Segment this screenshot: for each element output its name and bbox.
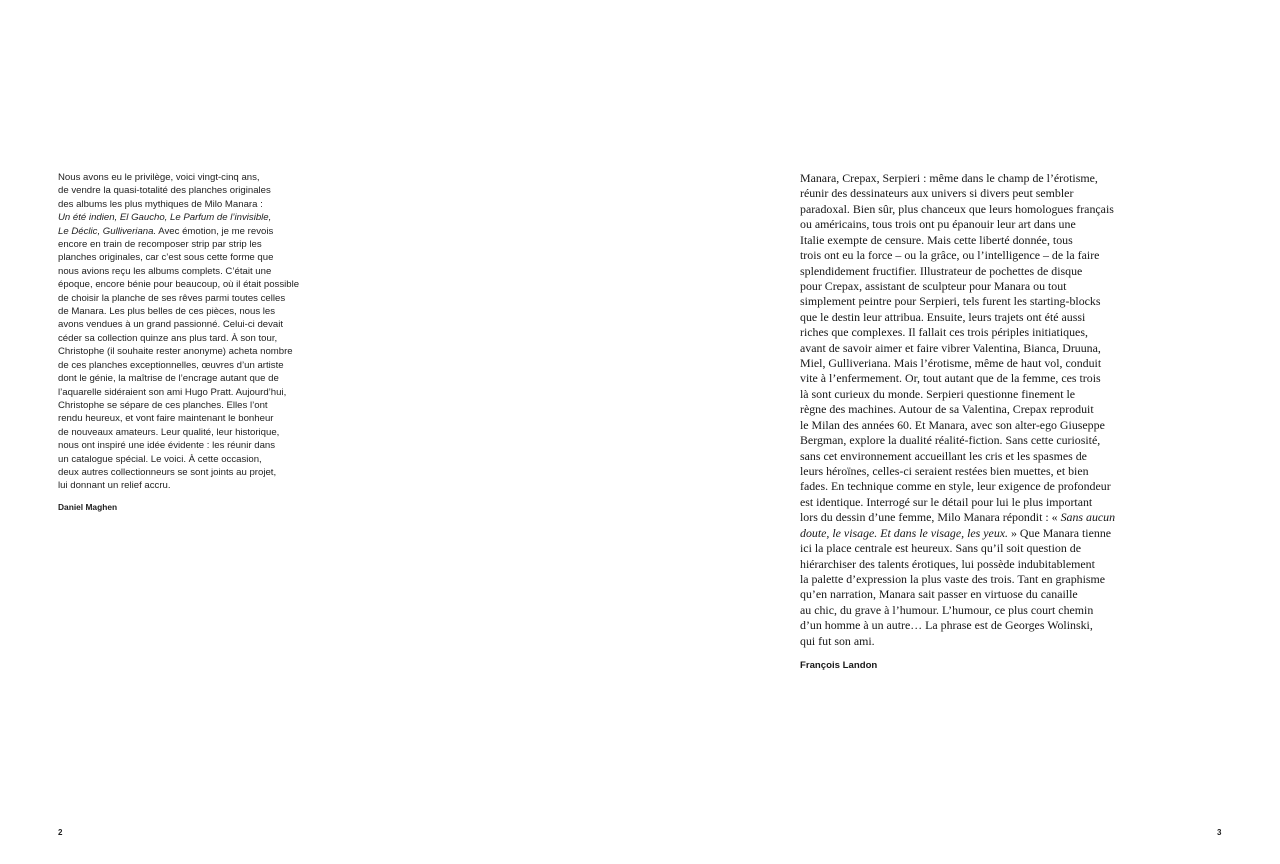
text-line: pour Crepax, assistant de sculpteur pour Manara ou tout bbox=[800, 278, 1067, 293]
text-line: de ces planches exceptionnelles, œuvres d’un artiste bbox=[58, 359, 284, 371]
right-page bbox=[640, 0, 1280, 864]
text-line: hiérarchiser des talents érotiques, lui possède indubitablement bbox=[800, 556, 1095, 571]
left-page-signature: Daniel Maghen bbox=[58, 502, 118, 512]
text-line: rendu heureux, et vont faire maintenant le bonheur bbox=[58, 413, 274, 425]
text-line bbox=[800, 526, 1145, 541]
right-page-signature: François Landon bbox=[800, 660, 878, 671]
text-line: la palette d’expression la plus vaste des trois. Tant en graphisme bbox=[800, 571, 1106, 586]
text-line: règne des machines. Autour de sa Valentina, Crepax reproduit bbox=[800, 402, 1094, 417]
text-line: lui donnant un relief accru. bbox=[58, 480, 171, 492]
text-line: Christophe (il souhaite rester anonyme) acheta nombre bbox=[58, 346, 293, 358]
text-line: nous ont inspiré une idée évidente : les réunir dans bbox=[58, 440, 276, 452]
text-line: au chic, du grave à l’humour. L’humour, ce plus court chemin bbox=[800, 602, 1094, 617]
right-page-body-text bbox=[800, 171, 1145, 649]
text-line: Miel, Gulliveriana. Mais l’érotisme, même de haut vol, conduit bbox=[800, 356, 1102, 371]
text-line: des albums les plus mythiques de Milo Manara : bbox=[58, 198, 263, 210]
text-line: Nous avons eu le privilège, voici vingt-cinq ans, bbox=[58, 172, 260, 183]
text-line: Christophe se sépare de ces planches. Elles l’ont bbox=[58, 399, 268, 411]
text-line: de vendre la quasi-totalité des planches originales bbox=[58, 185, 271, 197]
italic-text: doute, le visage. Et dans le visage, les yeux. bbox=[800, 525, 1009, 540]
text-line: d’un homme à un autre… La phrase est de Georges Wolinski, bbox=[800, 618, 1093, 633]
text-line: l’aquarelle sidéraient son ami Hugo Pratt. Aujourd’hui, bbox=[58, 386, 287, 398]
text-line: riches que complexes. Il fallait ces trois périples initiatiques, bbox=[800, 325, 1088, 340]
text-line: simplement peintre pour Serpieri, tels furent les starting-blocks bbox=[800, 294, 1101, 309]
text-line: là sont curieux du monde. Serpieri questionne finement le bbox=[800, 386, 1076, 401]
text-line: trois ont eu la force – ou la grâce, ou l’intelligence – de la faire bbox=[800, 248, 1100, 263]
text-line: qu’en narration, Manara sait passer en virtuose du canaille bbox=[800, 587, 1078, 602]
text-line: dont le génie, la maîtrise de l’encrage autant que de bbox=[58, 373, 279, 385]
text-line: de nouveaux amateurs. Leur qualité, leur historique, bbox=[58, 426, 280, 438]
italic-text: Sans aucun bbox=[1060, 510, 1116, 525]
text-line bbox=[58, 211, 328, 224]
text-line: réunir des dessinateurs aux univers si divers peut sembler bbox=[800, 186, 1074, 201]
text-line bbox=[800, 510, 1145, 525]
left-page-body-text bbox=[58, 171, 328, 493]
text-line: deux autres collectionneurs se sont joints au projet, bbox=[58, 466, 277, 478]
italic-text: Le Déclic, Gulliveriana. bbox=[58, 225, 157, 237]
text-line: Italie exempte de censure. Mais cette liberté donnée, tous bbox=[800, 232, 1073, 247]
text-line: de choisir la planche de ses rêves parmi toutes celles bbox=[58, 292, 286, 304]
text-line: paradoxal. Bien sûr, plus chanceux que leurs homologues français bbox=[800, 201, 1114, 216]
text-line: un catalogue spécial. Le voici. À cette occasion, bbox=[58, 453, 262, 465]
text-line: avant de savoir aimer et faire vibrer Valentina, Bianca, Druuna, bbox=[800, 340, 1101, 355]
text-line: fades. En technique comme en style, leur exigence de profondeur bbox=[800, 479, 1111, 494]
page-number-right: 3 bbox=[1217, 828, 1222, 837]
text-line: encore en train de recomposer strip par strip les bbox=[58, 239, 262, 251]
page-number-left: 2 bbox=[58, 828, 63, 837]
text-line: ou américains, tous trois ont pu épanouir leur art dans une bbox=[800, 217, 1076, 232]
text-line: avons vendues à un grand passionné. Celui-ci devait bbox=[58, 319, 284, 331]
text-line: que le destin leur attribua. Ensuite, leurs trajets ont été aussi bbox=[800, 309, 1086, 324]
text-line: planches originales, car c’est sous cette forme que bbox=[58, 252, 274, 264]
text-line: leurs héroïnes, celles-ci seraient restées bien muettes, et bien bbox=[800, 464, 1089, 479]
text-line: de Manara. Les plus belles de ces pièces, nous les bbox=[58, 306, 276, 318]
text-line: est identique. Interrogé sur le détail pour lui le plus important bbox=[800, 494, 1093, 509]
text-line: Bergman, explore la dualité réalité-fiction. Sans cette curiosité, bbox=[800, 433, 1101, 448]
italic-text: Un été indien, El Gaucho, Le Parfum de l’invisible, bbox=[58, 212, 272, 224]
text-line: Manara, Crepax, Serpieri : même dans le champ de l’érotisme, bbox=[800, 171, 1098, 185]
text-line: splendidement fructifier. Illustrateur de pochettes de disque bbox=[800, 263, 1083, 278]
text-run: lors du dessin d’une femme, Milo Manara répondit : « bbox=[800, 510, 1061, 525]
text-line bbox=[58, 225, 328, 238]
text-run: » Que Manara tienne bbox=[1008, 525, 1112, 540]
text-line: céder sa collection quinze ans plus tard. À son tour, bbox=[58, 332, 278, 344]
text-line: qui fut son ami. bbox=[800, 633, 875, 648]
text-line: nous avions reçu les albums complets. C’était une bbox=[58, 265, 272, 277]
text-line: époque, encore bénie pour beaucoup, où il était possible bbox=[58, 279, 300, 291]
text-line: sans cet environnement accueillant les cris et les spasmes de bbox=[800, 448, 1087, 463]
text-line: le Milan des années 60. Et Manara, avec son alter-ego Giuseppe bbox=[800, 417, 1105, 432]
text-line: vite à l’enfermement. Or, tout autant que de la femme, ces trois bbox=[800, 371, 1101, 386]
text-line: ici la place centrale est heureux. Sans qu’il soit question de bbox=[800, 541, 1081, 556]
text-run: Avec émotion, je me revois bbox=[156, 225, 274, 237]
